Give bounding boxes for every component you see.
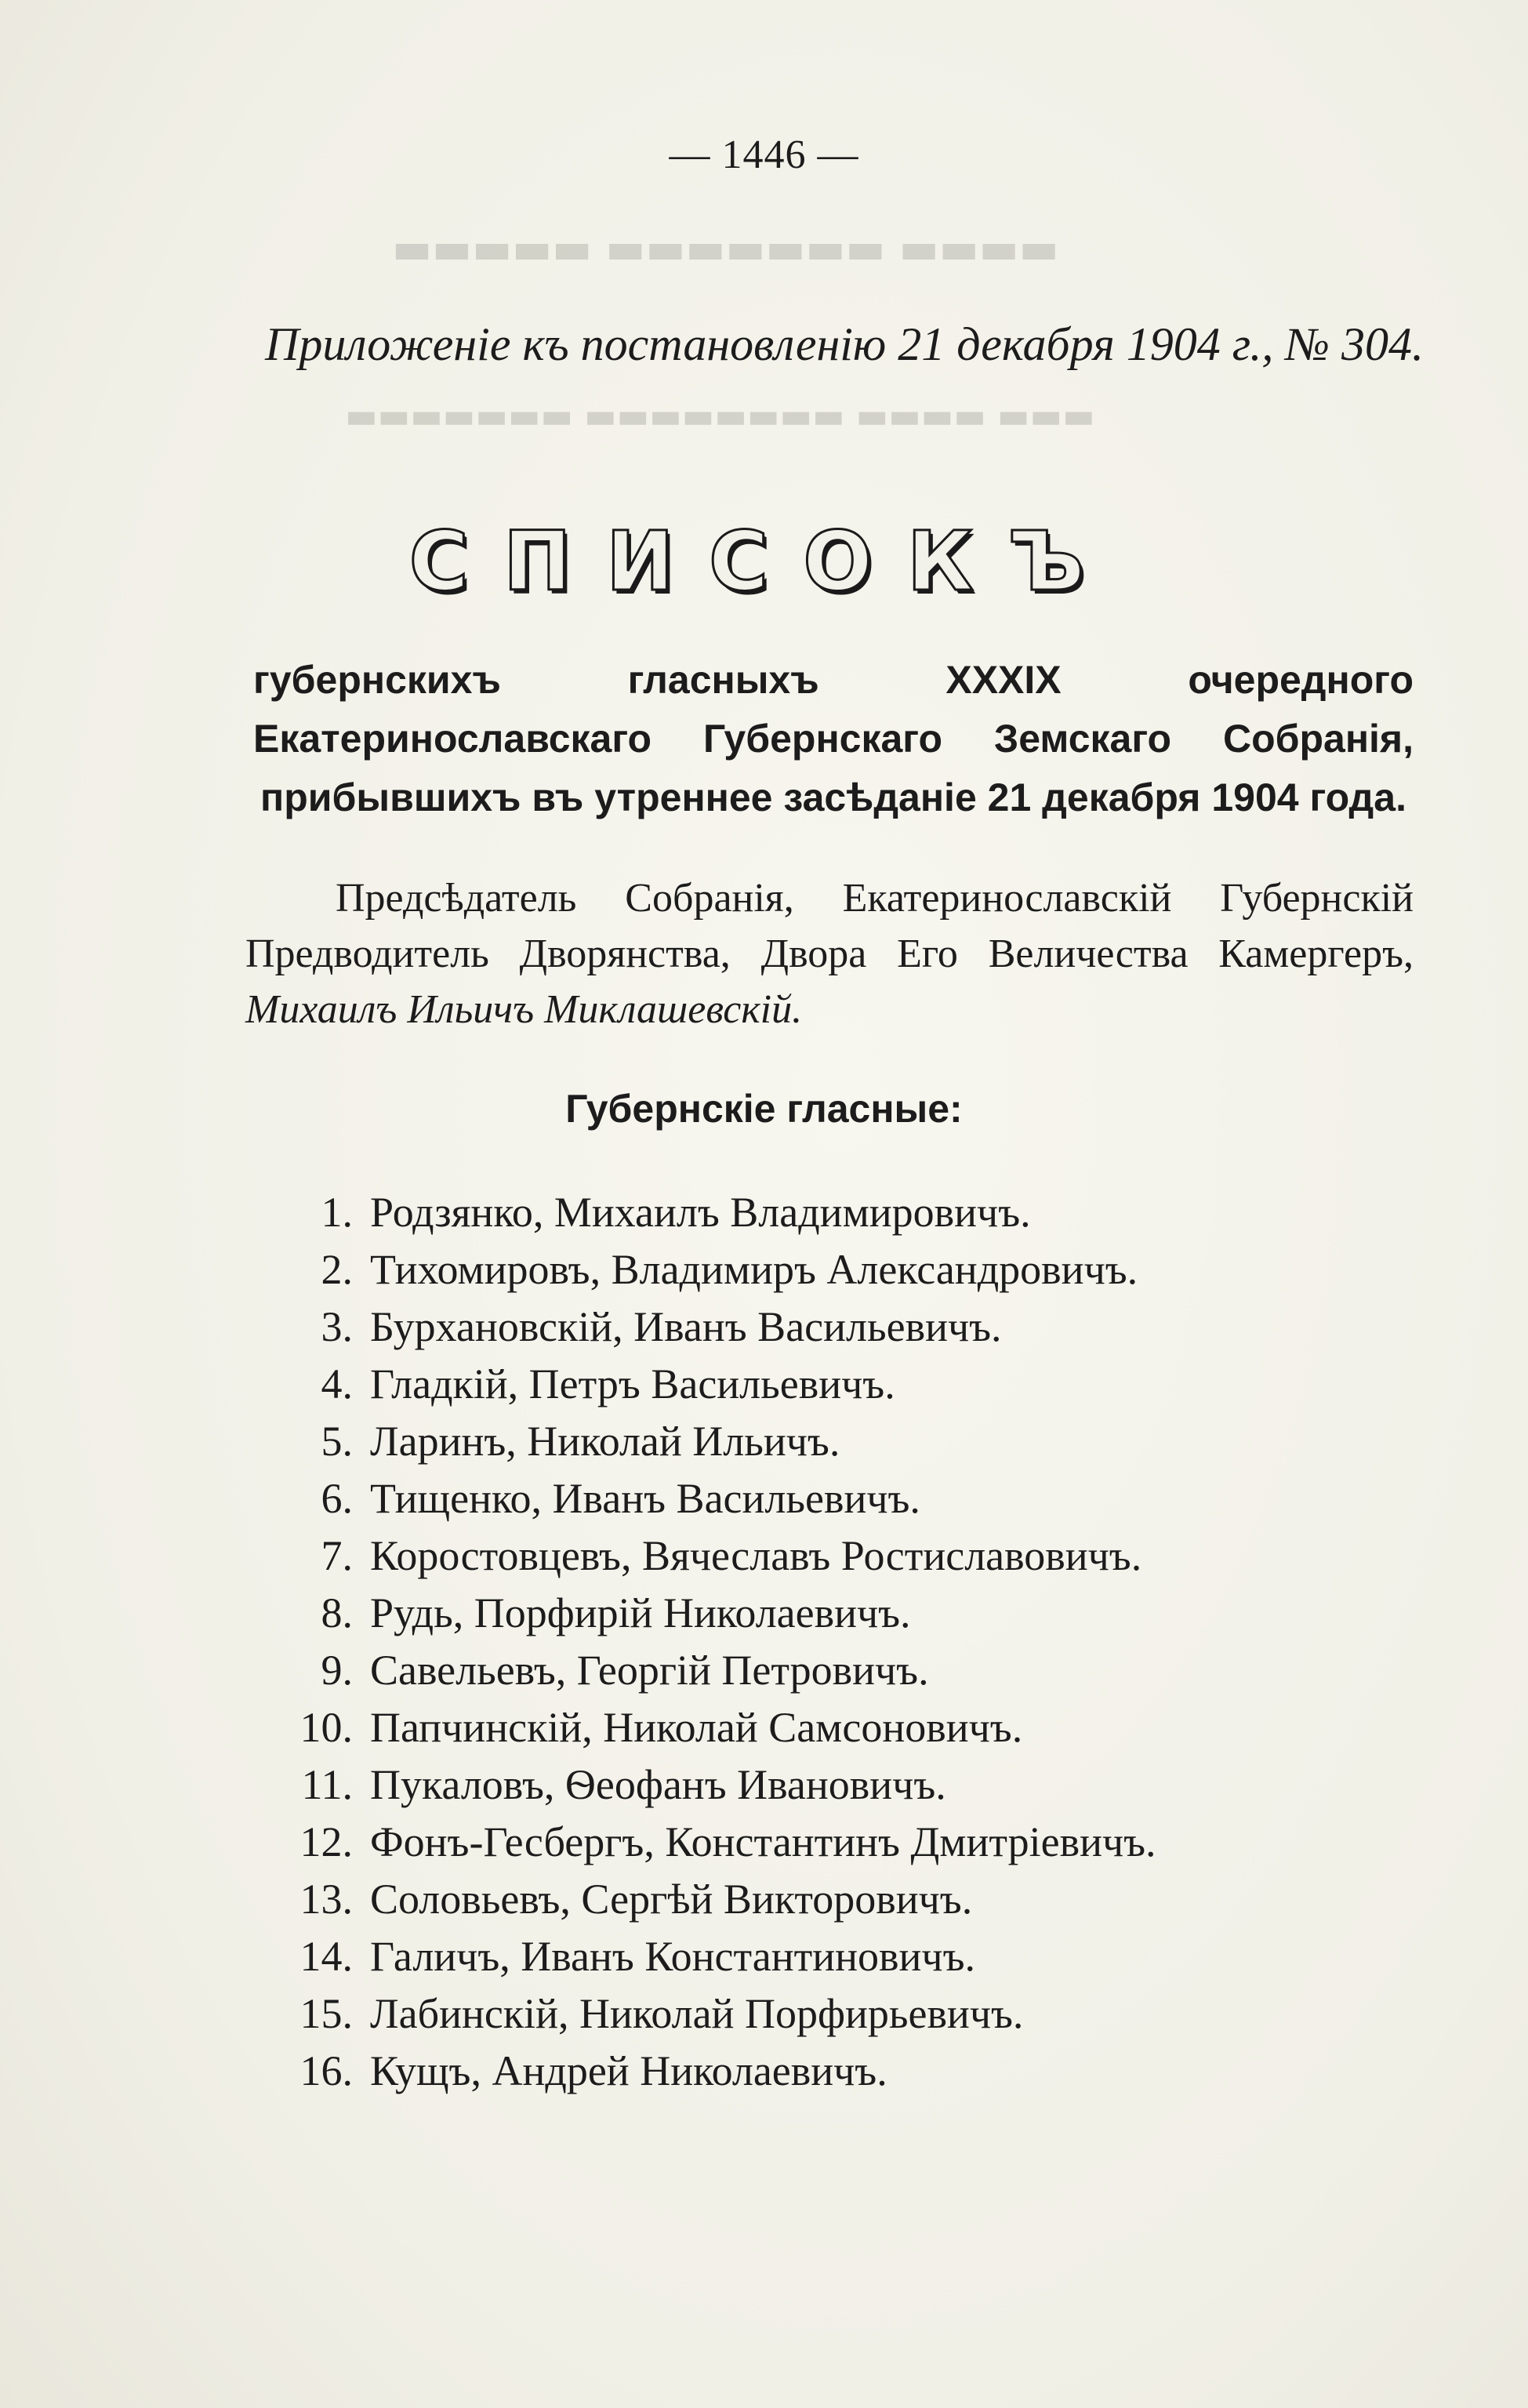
item-number: 4. (321, 1360, 353, 1407)
member-name: Ларинъ, Николай Ильичъ. (370, 1418, 840, 1465)
item-number: 10. (299, 1704, 353, 1751)
list-item (267, 1585, 1427, 1642)
list-item (267, 1470, 1427, 1527)
list-item (267, 1756, 1427, 1814)
list-item (267, 2043, 1427, 2100)
item-number: 2. (321, 1246, 353, 1293)
item-number: 11. (301, 1761, 353, 1808)
item-number: 8. (321, 1589, 353, 1636)
item-number: 9. (321, 1647, 353, 1694)
appendix-note: Приложеніе къ постановленію 21 декабря 1904 г., № 304. (265, 318, 1424, 370)
section-heading: Губернскіе гласные: (565, 1087, 963, 1131)
list-item (267, 1985, 1427, 2043)
member-name: Родзянко, Михаилъ Владимировичъ. (370, 1189, 1031, 1236)
list-item (267, 1871, 1427, 1928)
page-title: СПИСОКЪ (408, 514, 1120, 609)
chairman-name: Михаилъ Ильичъ Миклашевскій. (245, 987, 803, 1032)
list-item (267, 1413, 1427, 1470)
chairman-text: Предсѣдатель Собранія, Екатеринославскій Губернскій Предводитель Дворянства, Двора Его Величества Камергеръ, (245, 876, 1414, 976)
member-name: Пукаловъ, Ѳеофанъ Ивановичъ. (370, 1761, 946, 1808)
chairman-paragraph (245, 870, 1414, 1037)
list-item (267, 1642, 1427, 1699)
bleed-through-decoration: ▬▬▬ ▬▬▬▬ ▬▬▬▬▬▬▬▬ ▬▬▬▬▬▬▬ (345, 396, 1095, 436)
item-number: 15. (299, 1990, 353, 2037)
page-number: — 1446 — (669, 133, 859, 177)
list-item (267, 1928, 1427, 1985)
member-name: Папчинскій, Николай Самсоновичъ. (370, 1704, 1023, 1751)
member-name: Коростовцевъ, Вячеславъ Ростиславовичъ. (370, 1532, 1142, 1579)
item-number: 5. (321, 1418, 353, 1465)
member-name: Тихомировъ, Владимиръ Александровичъ. (370, 1246, 1138, 1293)
item-number: 14. (299, 1933, 353, 1980)
item-number: 6. (321, 1475, 353, 1522)
item-number: 16. (299, 2047, 353, 2094)
member-name: Соловьевъ, Сергѣй Викторовичъ. (370, 1876, 973, 1923)
list-item (267, 1356, 1427, 1413)
member-name: Гладкій, Петръ Васильевичъ. (370, 1360, 895, 1407)
document-subtitle: губернскихъ гласныхъ XXXIX очередного Екатеринославскаго Губернскаго Земскаго Собранія, прибывшихъ въ утреннее засѣданіе 21 декабря 1904 года. (253, 658, 1414, 819)
item-number: 12. (299, 1818, 353, 1865)
item-number: 1. (321, 1189, 353, 1236)
list-item (267, 1527, 1427, 1585)
member-name: Фонъ-Гесбергъ, Константинъ Дмитріевичъ. (370, 1818, 1156, 1865)
member-name: Бурхановскій, Иванъ Васильевичъ. (370, 1303, 1002, 1350)
bleed-through-decoration: ▬▬▬▬ ▬▬▬▬▬▬▬ ▬▬▬▬▬ (392, 223, 1059, 273)
list-item (267, 1298, 1427, 1356)
list-item (267, 1241, 1427, 1298)
list-item (267, 1814, 1427, 1871)
item-number: 7. (321, 1532, 353, 1579)
member-name: Тищенко, Иванъ Васильевичъ. (370, 1475, 920, 1522)
members-list (267, 1184, 1427, 2100)
member-name: Кущъ, Андрей Николаевичъ. (370, 2047, 887, 2094)
list-item (267, 1699, 1427, 1756)
item-number: 3. (321, 1303, 353, 1350)
list-item (267, 1184, 1427, 1241)
member-name: Лабинскій, Николай Порфирьевичъ. (370, 1990, 1024, 2037)
member-name: Савельевъ, Георгій Петровичъ. (370, 1647, 929, 1694)
member-name: Рудь, Порфирій Николаевичъ. (370, 1589, 911, 1636)
member-name: Галичъ, Иванъ Константиновичъ. (370, 1933, 976, 1980)
item-number: 13. (299, 1876, 353, 1923)
